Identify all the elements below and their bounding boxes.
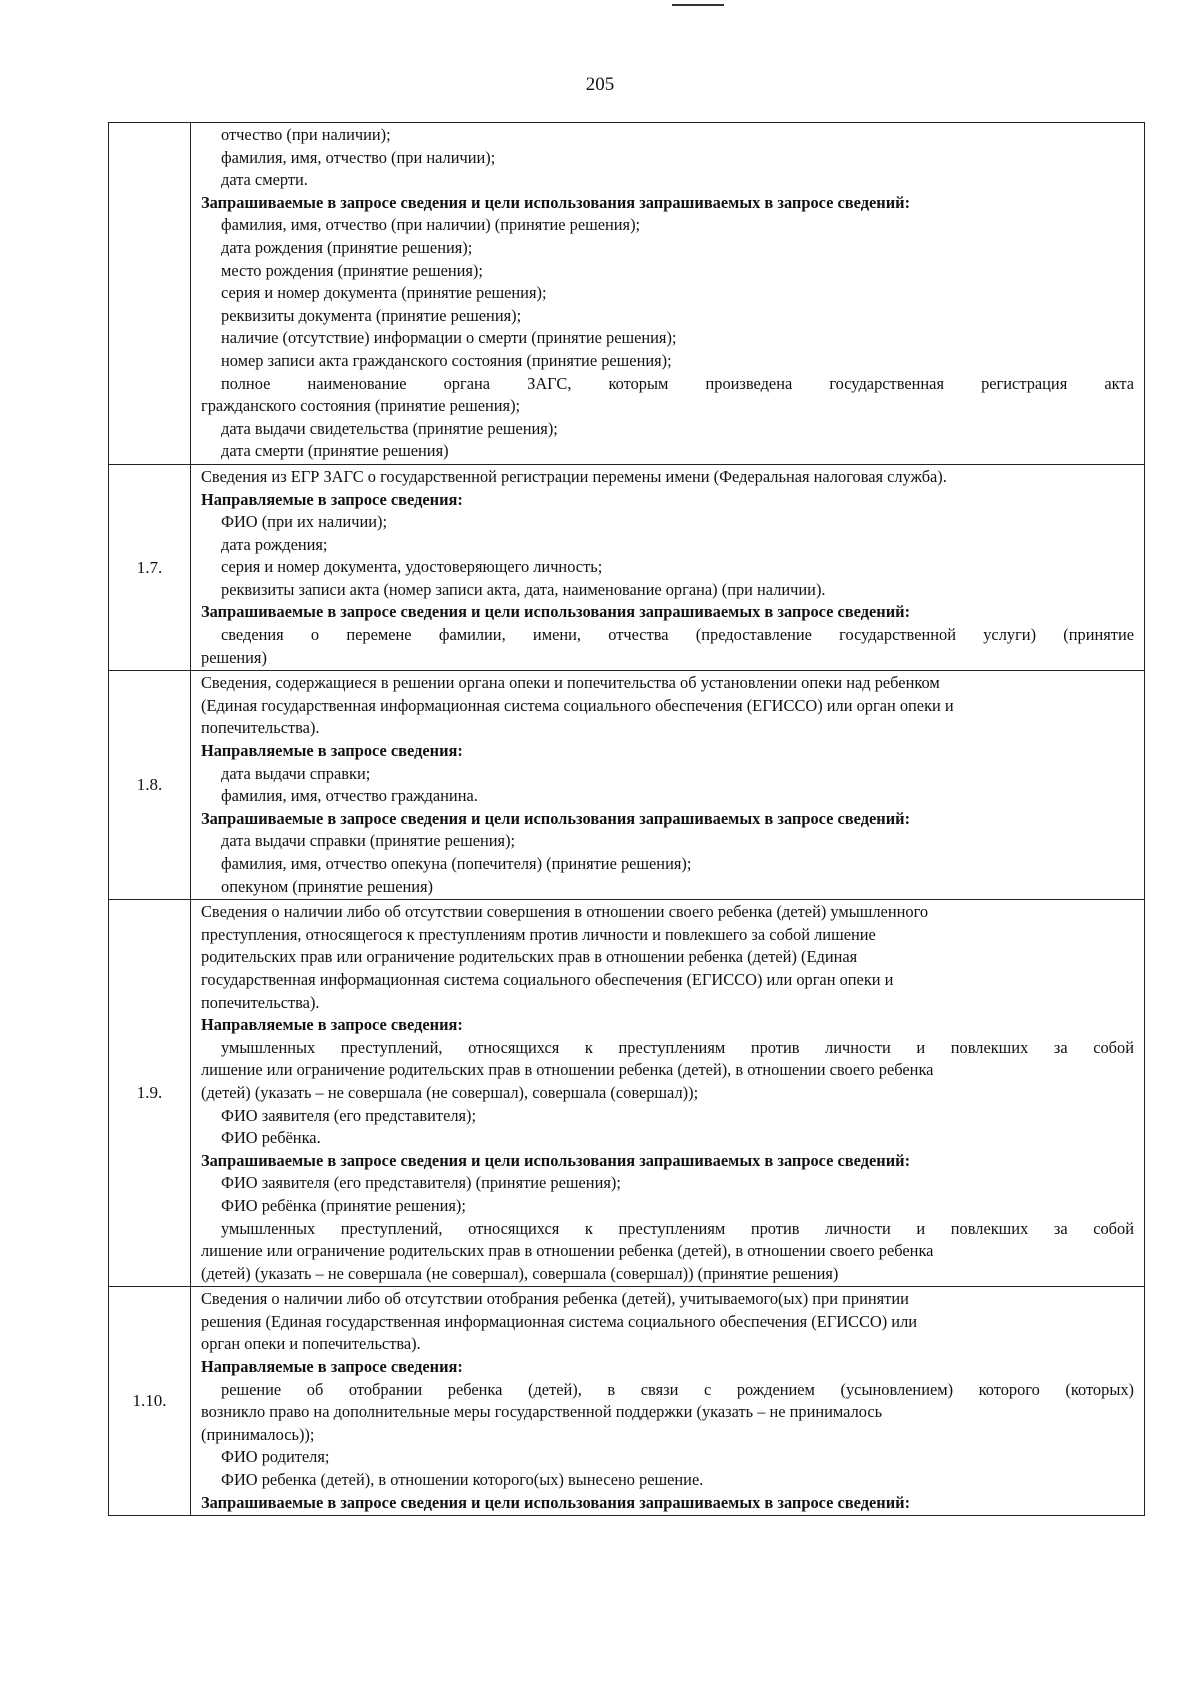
section-heading: Запрашиваемые в запросе сведения и цели использования запрашиваемых в запросе сведений:	[201, 1150, 911, 1170]
content-line: ФИО ребёнка.	[221, 1128, 321, 1148]
content-line: опекуном (принятие решения)	[221, 876, 434, 896]
row-number: 1.9.	[109, 900, 191, 1287]
content-line: Сведения, содержащиеся в решении органа опеки и попечительства об установлении опеки над ребенком	[201, 673, 940, 693]
content-line: (детей) (указать – не совершала (не совершал), совершала (совершал));	[201, 1082, 699, 1102]
content-line: дата смерти (принятие решения)	[221, 441, 449, 461]
content-line: отчество (при наличии);	[221, 125, 391, 144]
section-heading: Запрашиваемые в запросе сведения и цели использования запрашиваемых в запросе сведений:	[201, 1492, 911, 1512]
content-line: ФИО (при их наличии);	[221, 512, 388, 532]
table-row	[109, 464, 1145, 670]
section-heading: Запрашиваемые в запросе сведения и цели использования запрашиваемых в запросе сведений:	[201, 192, 911, 212]
content-line: попечительства).	[201, 718, 320, 738]
content-line: умышленных преступлений, относящихся к преступлениям против личности и повлекших за собой	[221, 1037, 1134, 1057]
content-line: дата рождения;	[221, 534, 328, 554]
content-line: Сведения о наличии либо об отсутствии отобрания ребенка (детей), учитываемого(ых) при принятии	[201, 1289, 909, 1309]
content-line: серия и номер документа, удостоверяющего личность;	[221, 557, 603, 577]
row-content	[191, 123, 1145, 465]
table-body	[109, 123, 1145, 1516]
top-rule	[672, 4, 724, 6]
content-line: дата смерти.	[221, 170, 308, 190]
section-heading: Направляемые в запросе сведения:	[201, 489, 463, 509]
content-line: умышленных преступлений, относящихся к преступлениям против личности и повлекших за собой	[221, 1218, 1134, 1238]
content-line: родительских прав или ограничение родительских прав в отношении ребенка (детей) (Единая	[201, 947, 858, 967]
content-line: дата выдачи свидетельства (принятие решения);	[221, 418, 558, 438]
row-number: 1.7.	[109, 464, 191, 670]
section-heading: Направляемые в запросе сведения:	[201, 1015, 463, 1035]
row-number: 1.8.	[109, 671, 191, 900]
content-line: реквизиты документа (принятие решения);	[221, 305, 522, 325]
content-line: решения (Единая государственная информационная система социального обеспечения (ЕГИССО) или	[201, 1311, 918, 1331]
content-line: решения)	[201, 647, 267, 667]
content-line: дата выдачи справки;	[221, 763, 371, 783]
content-line: ФИО заявителя (его представителя);	[221, 1105, 477, 1125]
content-line: номер записи акта гражданского состояния (принятие решения);	[221, 350, 672, 370]
content-line: дата рождения (принятие решения);	[221, 237, 473, 257]
content-line: фамилия, имя, отчество гражданина.	[221, 786, 478, 806]
content-line: решение об отобрании ребенка (детей), в связи с рождением (усыновлением) которого (которых)	[221, 1379, 1134, 1399]
content-line: гражданского состояния (принятие решения);	[201, 396, 521, 416]
section-heading: Направляемые в запросе сведения:	[201, 1357, 463, 1377]
content-line: сведения о перемене фамилии, имени, отчества (предоставление государственной услуги) (принятие	[221, 625, 1134, 645]
table-row	[109, 900, 1145, 1287]
content-line: фамилия, имя, отчество (при наличии) (принятие решения);	[221, 215, 641, 235]
content-line: (Единая государственная информационная система социального обеспечения (ЕГИССО) или орган опеки и	[201, 695, 954, 715]
row-content	[191, 1287, 1145, 1516]
table-row	[109, 123, 1145, 465]
content-line: лишение или ограничение родительских прав в отношении ребенка (детей), в отношении своего ребенка	[201, 1241, 934, 1261]
content-line: ФИО заявителя (его представителя) (принятие решения);	[221, 1173, 621, 1193]
content-line: ФИО ребенка (детей), в отношении которого(ых) вынесено решение.	[221, 1470, 704, 1490]
content-line: место рождения (принятие решения);	[221, 260, 483, 280]
content-line: (принималось));	[201, 1424, 315, 1444]
content-line: реквизиты записи акта (номер записи акта, дата, наименование органа) (при наличии).	[221, 579, 826, 599]
content-line: ФИО ребёнка (принятие решения);	[221, 1195, 466, 1215]
content-line: Сведения из ЕГР ЗАГС о государственной регистрации перемены имени (Федеральная налоговая служба).	[201, 466, 947, 486]
content-line: возникло право на дополнительные меры государственной поддержки (указать – не принималось	[201, 1402, 883, 1422]
content-line: преступления, относящегося к преступлениям против личности и повлекшего за собой лишение	[201, 924, 876, 944]
content-line: (детей) (указать – не совершала (не совершал), совершала (совершал)) (принятие решения)	[201, 1263, 839, 1283]
section-heading: Направляемые в запросе сведения:	[201, 741, 463, 761]
page-number: 205	[585, 74, 615, 95]
section-heading: Запрашиваемые в запросе сведения и цели использования запрашиваемых в запросе сведений:	[201, 602, 911, 622]
document-table	[108, 122, 1145, 1516]
content-line: попечительства).	[201, 992, 320, 1012]
table-row	[109, 1287, 1145, 1516]
content-line: лишение или ограничение родительских прав в отношении ребенка (детей), в отношении своего ребенка	[201, 1060, 934, 1080]
content-line: Сведения о наличии либо об отсутствии совершения в отношении своего ребенка (детей) умышленного	[201, 902, 929, 922]
row-number: 1.10.	[109, 1287, 191, 1516]
table-row	[109, 671, 1145, 900]
content-line: наличие (отсутствие) информации о смерти (принятие решения);	[221, 328, 677, 348]
row-number	[109, 123, 191, 465]
row-content	[191, 671, 1145, 900]
content-line: государственная информационная система социального обеспечения (ЕГИССО) или орган опеки и	[201, 969, 894, 989]
content-line: орган опеки и попечительства).	[201, 1334, 421, 1354]
content-line: ФИО родителя;	[221, 1447, 330, 1467]
section-heading: Запрашиваемые в запросе сведения и цели использования запрашиваемых в запросе сведений:	[201, 808, 911, 828]
content-line: фамилия, имя, отчество опекуна (попечителя) (принятие решения);	[221, 854, 692, 873]
content-line: дата выдачи справки (принятие решения);	[221, 831, 516, 851]
content-line: серия и номер документа (принятие решения);	[221, 283, 547, 303]
content-line: полное наименование органа ЗАГС, которым произведена государственная регистрация акта	[221, 373, 1134, 393]
row-content	[191, 900, 1145, 1287]
content-line: фамилия, имя, отчество (при наличии);	[221, 147, 496, 167]
row-content	[191, 464, 1145, 670]
